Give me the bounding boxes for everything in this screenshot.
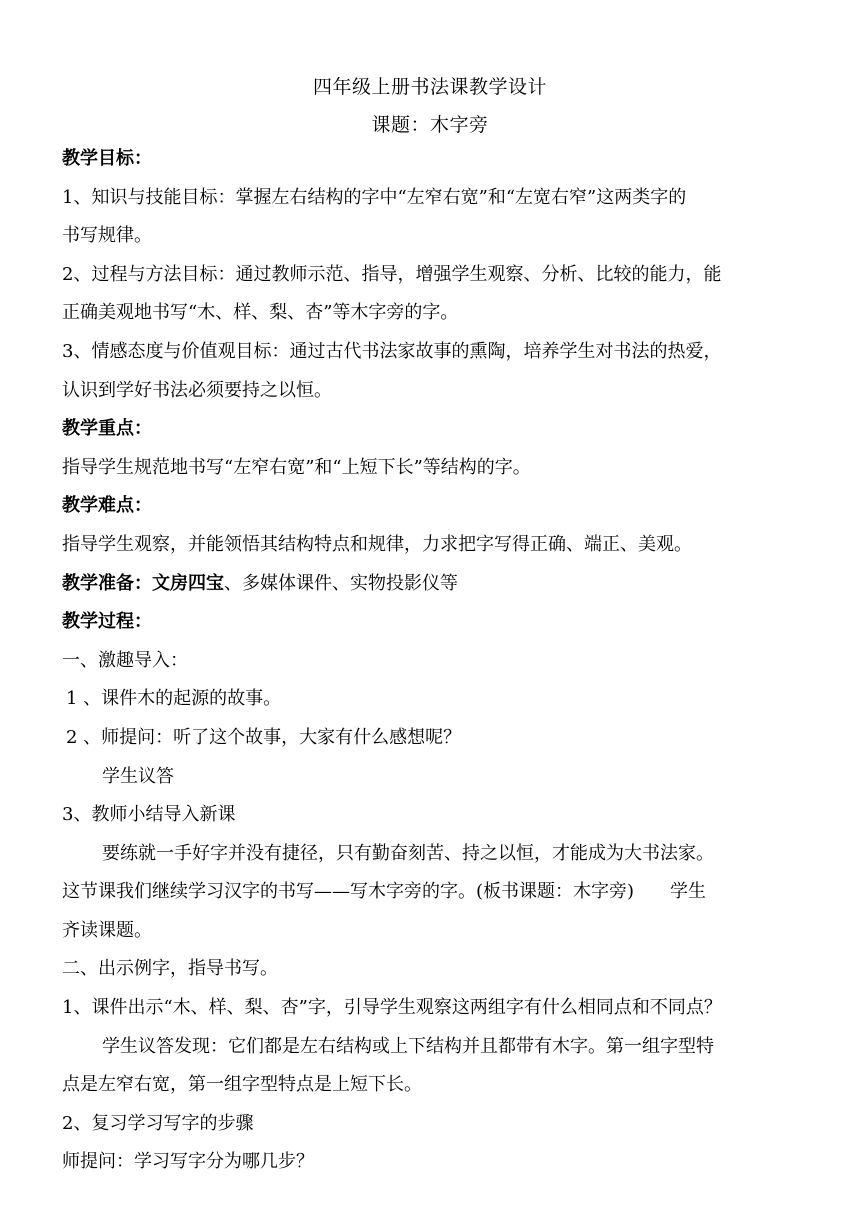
section-2-item-2: 2、复习学习写字的步骤	[62, 1112, 254, 1134]
goals-heading: 教学目标：	[62, 148, 152, 169]
section-2-item-1: 1、课件出示“木、样、梨、杏”字，引导学生观察这两组字有什么相同点和不同点？	[62, 997, 722, 1019]
section-1-item-3-para-2: 这节课我们继续学习汉字的书写——写木字旁的字。(板书课题：木字旁) 学生	[62, 881, 707, 903]
document-body	[62, 140, 800, 1182]
process-heading: 教学过程：	[62, 611, 152, 633]
section-2-item-2-question: 师提问：学习写字分为哪几步？	[62, 1151, 314, 1173]
difficulties-text: 指导学生观察，并能领悟其结构特点和规律，力求把字写得正确、端正、美观。	[62, 533, 692, 555]
section-1-item-2: 2 、师提问：听了这个故事，大家有什么感想呢？	[66, 726, 462, 748]
section-1-item-3-para-3: 齐读课题。	[62, 919, 152, 941]
goal-1-line-1: 1、知识与技能目标：掌握左右结构的字中“左窄右宽”和“左宽右窄”这两类字的	[62, 186, 687, 208]
key-points-heading: 教学重点：	[62, 418, 152, 440]
preparation-heading: 教学准备：	[62, 572, 152, 594]
goal-1-line-2: 书写规律。	[62, 225, 152, 247]
lesson-topic: 课题：木字旁	[371, 114, 489, 136]
goal-2-line-1: 2、过程与方法目标：通过教师示范、指导，增强学生观察、分析、比较的能力，能	[62, 263, 722, 285]
section-2-item-1-para-2: 点是左窄右宽，第一组字型特点是上短下长。	[62, 1074, 422, 1096]
section-1-heading: 一、激趣导入：	[62, 649, 188, 671]
document-title: 四年级上册书法课教学设计	[312, 76, 547, 98]
section-1-item-3-para-1: 要练就一手好字并没有捷径，只有勤奋刻苦、持之以恒，才能成为大书法家。	[102, 842, 714, 864]
goal-2-line-2: 正确美观地书写“木、样、梨、杏”等木字旁的字。	[62, 302, 459, 324]
section-2-item-1-para-1: 学生议答发现：它们都是左右结构或上下结构并且都带有木字。第一组字型特	[102, 1035, 714, 1057]
preparation-line	[62, 565, 800, 604]
key-points-text: 指导学生规范地书写“左窄右宽”和“上短下长”等结构的字。	[62, 456, 531, 478]
goal-3-line-1: 3、情感态度与价值观目标：通过古代书法家故事的熏陶，培养学生对书法的热爱，	[62, 340, 722, 362]
section-2-heading: 二、出示例字，指导书写。	[62, 958, 278, 980]
section-1-item-3: 3、教师小结导入新课	[62, 804, 236, 826]
difficulties-heading: 教学难点：	[62, 495, 152, 517]
section-1-item-1: 1 、课件木的起源的故事。	[66, 688, 282, 710]
goal-3-line-2: 认识到学好书法必须要持之以恒。	[62, 379, 332, 401]
preparation-text: 、多媒体课件、实物投影仪等	[224, 572, 458, 594]
preparation-bold: 文房四宝	[152, 572, 224, 594]
section-1-item-2-answer: 学生议答	[102, 765, 174, 787]
